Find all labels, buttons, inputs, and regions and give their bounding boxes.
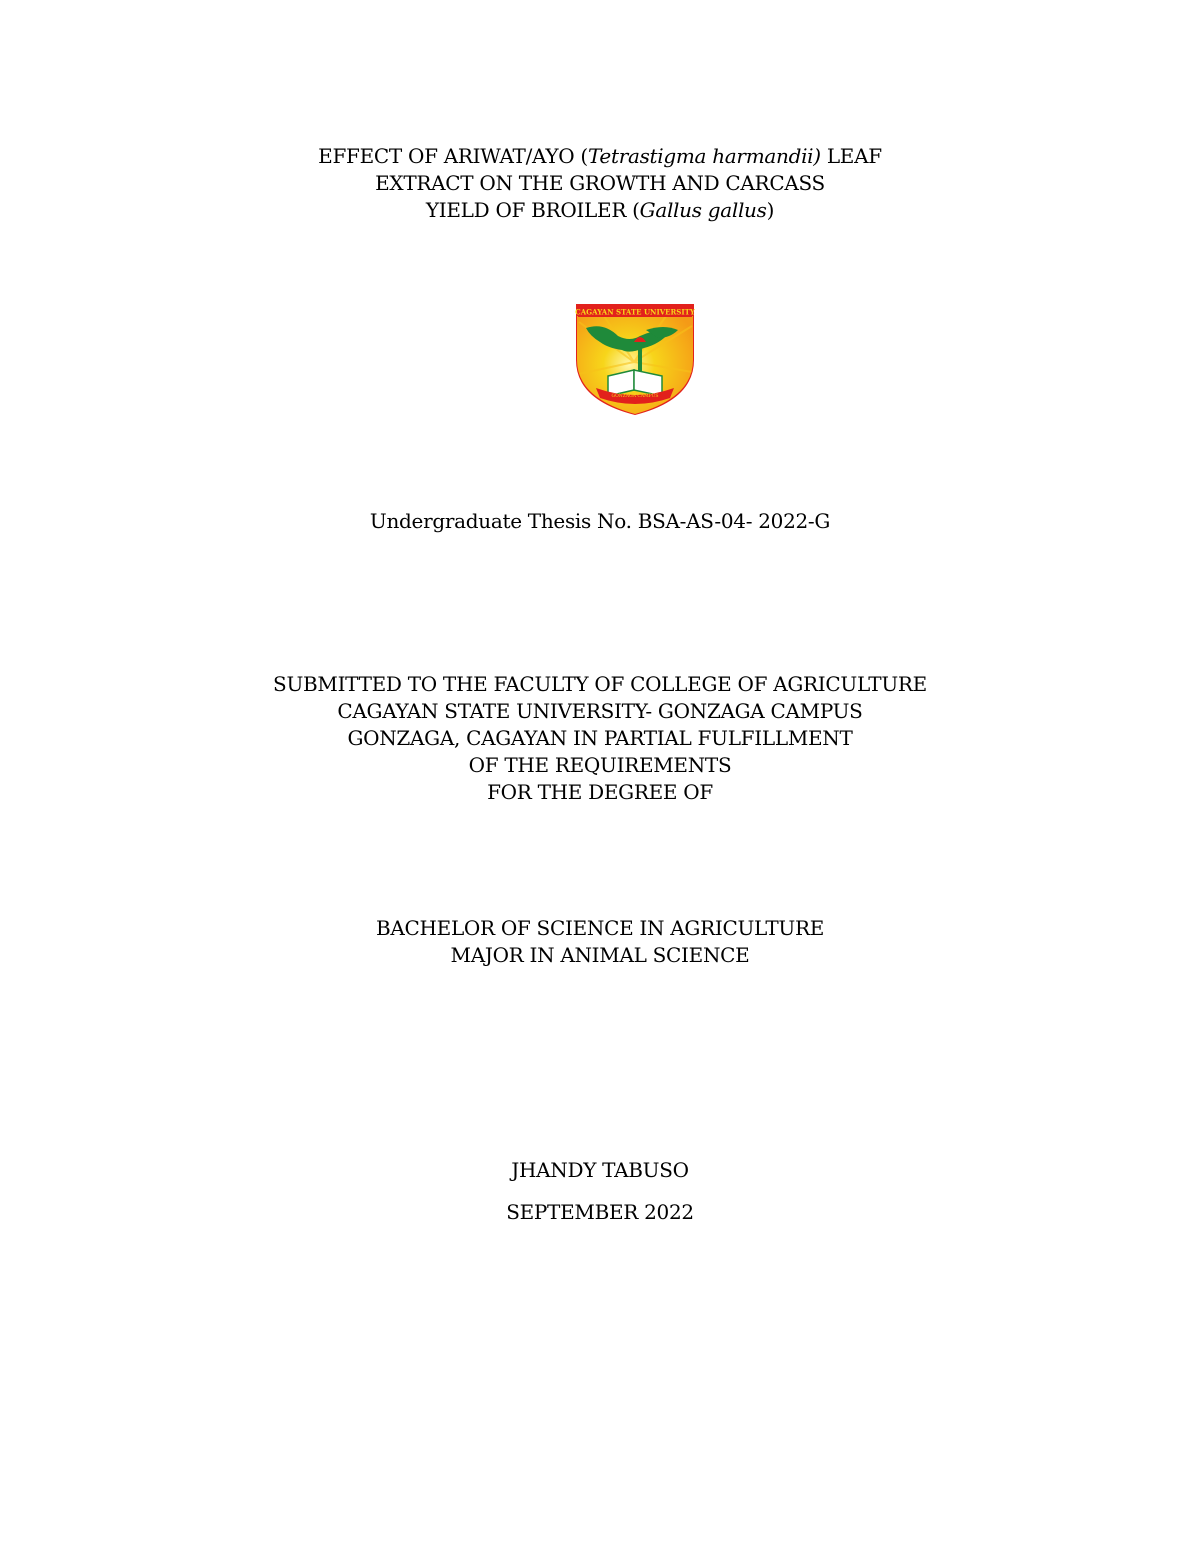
logo-bottom-text: GONZAGA CAMPUS (611, 394, 659, 399)
submission-date: SEPTEMBER 2022 (506, 1200, 694, 1224)
submission-line: OF THE REQUIREMENTS (468, 753, 732, 777)
submission-statement (0, 671, 1200, 806)
university-seal-logo (574, 302, 696, 416)
thesis-number: Undergraduate Thesis No. BSA-AS-04- 2022-G (369, 509, 831, 533)
title-line-1: EFFECT OF ARIWAT/AYO (Tetrastigma harmandii) LEAF (318, 144, 882, 168)
degree-line: MAJOR IN ANIMAL SCIENCE (450, 943, 750, 967)
thesis-title (0, 143, 1200, 224)
scientific-name-animal: Gallus gallus (639, 198, 767, 222)
degree-line: BACHELOR OF SCIENCE IN AGRICULTURE (375, 916, 825, 940)
submission-line: CAGAYAN STATE UNIVERSITY- GONZAGA CAMPUS (337, 699, 863, 723)
submission-line: FOR THE DEGREE OF (487, 780, 713, 804)
submission-line: SUBMITTED TO THE FACULTY OF COLLEGE OF AGRICULTURE (273, 672, 927, 696)
title-line-3: YIELD OF BROILER (Gallus gallus) (425, 198, 775, 222)
author-name: JHANDY TABUSO (511, 1158, 689, 1182)
submission-line: GONZAGA, CAGAYAN IN PARTIAL FULFILLMENT (347, 726, 853, 750)
degree-name (0, 915, 1200, 969)
title-line-2: EXTRACT ON THE GROWTH AND CARCASS (375, 171, 825, 195)
logo-top-text: CAGAYAN STATE UNIVERSITY (575, 307, 695, 317)
scientific-name-plant: Tetrastigma harmandii) (587, 144, 821, 168)
